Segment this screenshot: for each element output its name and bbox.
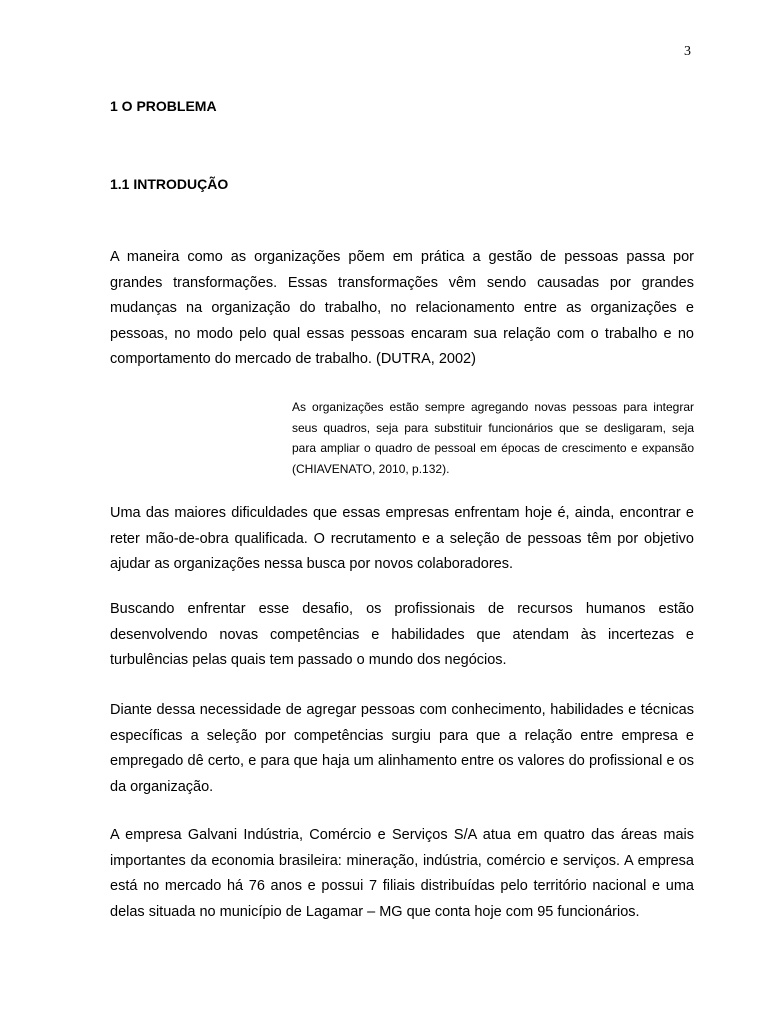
paragraph-difficulties: Uma das maiores dificuldades que essas empresas enfrentam hoje é, ainda, encontrar e reter mão-de-obra qualificada. O recrutamento e a seleção de pessoas têm por objetivo ajudar as organizações nessa busca por novos colaboradores. bbox=[110, 505, 694, 572]
block-quote: As organizações estão sempre agregando novas pessoas para integrar seus quadros, seja para substituir funcionários que se desligaram, seja para ampliar o quadro de pessoal em épocas de crescimento e expansão (CHIAVENATO, 2010, p.132). bbox=[292, 400, 694, 476]
chapter-heading: 1 O PROBLEMA bbox=[110, 98, 217, 114]
paragraph-challenge: Buscando enfrentar esse desafio, os profissionais de recursos humanos estão desenvolvendo novas competências e habilidades que atendam às incertezas e turbulências pelas quais tem passado o mundo dos negócios. bbox=[110, 601, 694, 668]
page-number: 3 bbox=[684, 44, 691, 59]
section-heading: 1.1 INTRODUÇÃO bbox=[110, 176, 229, 192]
paragraph-company: A empresa Galvani Indústria, Comércio e Serviços S/A atua em quatro das áreas mais importantes da economia brasileira: mineração, indústria, comércio e serviços. A empresa está no mercado há 76 anos e possui 7 filiais distribuídas pelo território nacional e uma delas situada no município de Lagamar – MG que conta hoje com 95 funcionários. bbox=[110, 827, 694, 920]
paragraph-intro: A maneira como as organizações põem em prática a gestão de pessoas passa por grandes transformações. Essas transformações vêm sendo causadas por grandes mudanças na organização do trabalho, no relacionamento entre as organizações e pessoas, no modo pelo qual essas pessoas encaram sua relação com o trabalho e no comportamento do mercado de trabalho. (DUTRA, 2002) bbox=[110, 249, 694, 367]
paragraph-competencies: Diante dessa necessidade de agregar pessoas com conhecimento, habilidades e técnicas específicas a seleção por competências surgiu para que a relação entre empresa e empregado dê certo, e para que haja um alinhamento entre os valores do profissional e os da organização. bbox=[110, 702, 694, 795]
